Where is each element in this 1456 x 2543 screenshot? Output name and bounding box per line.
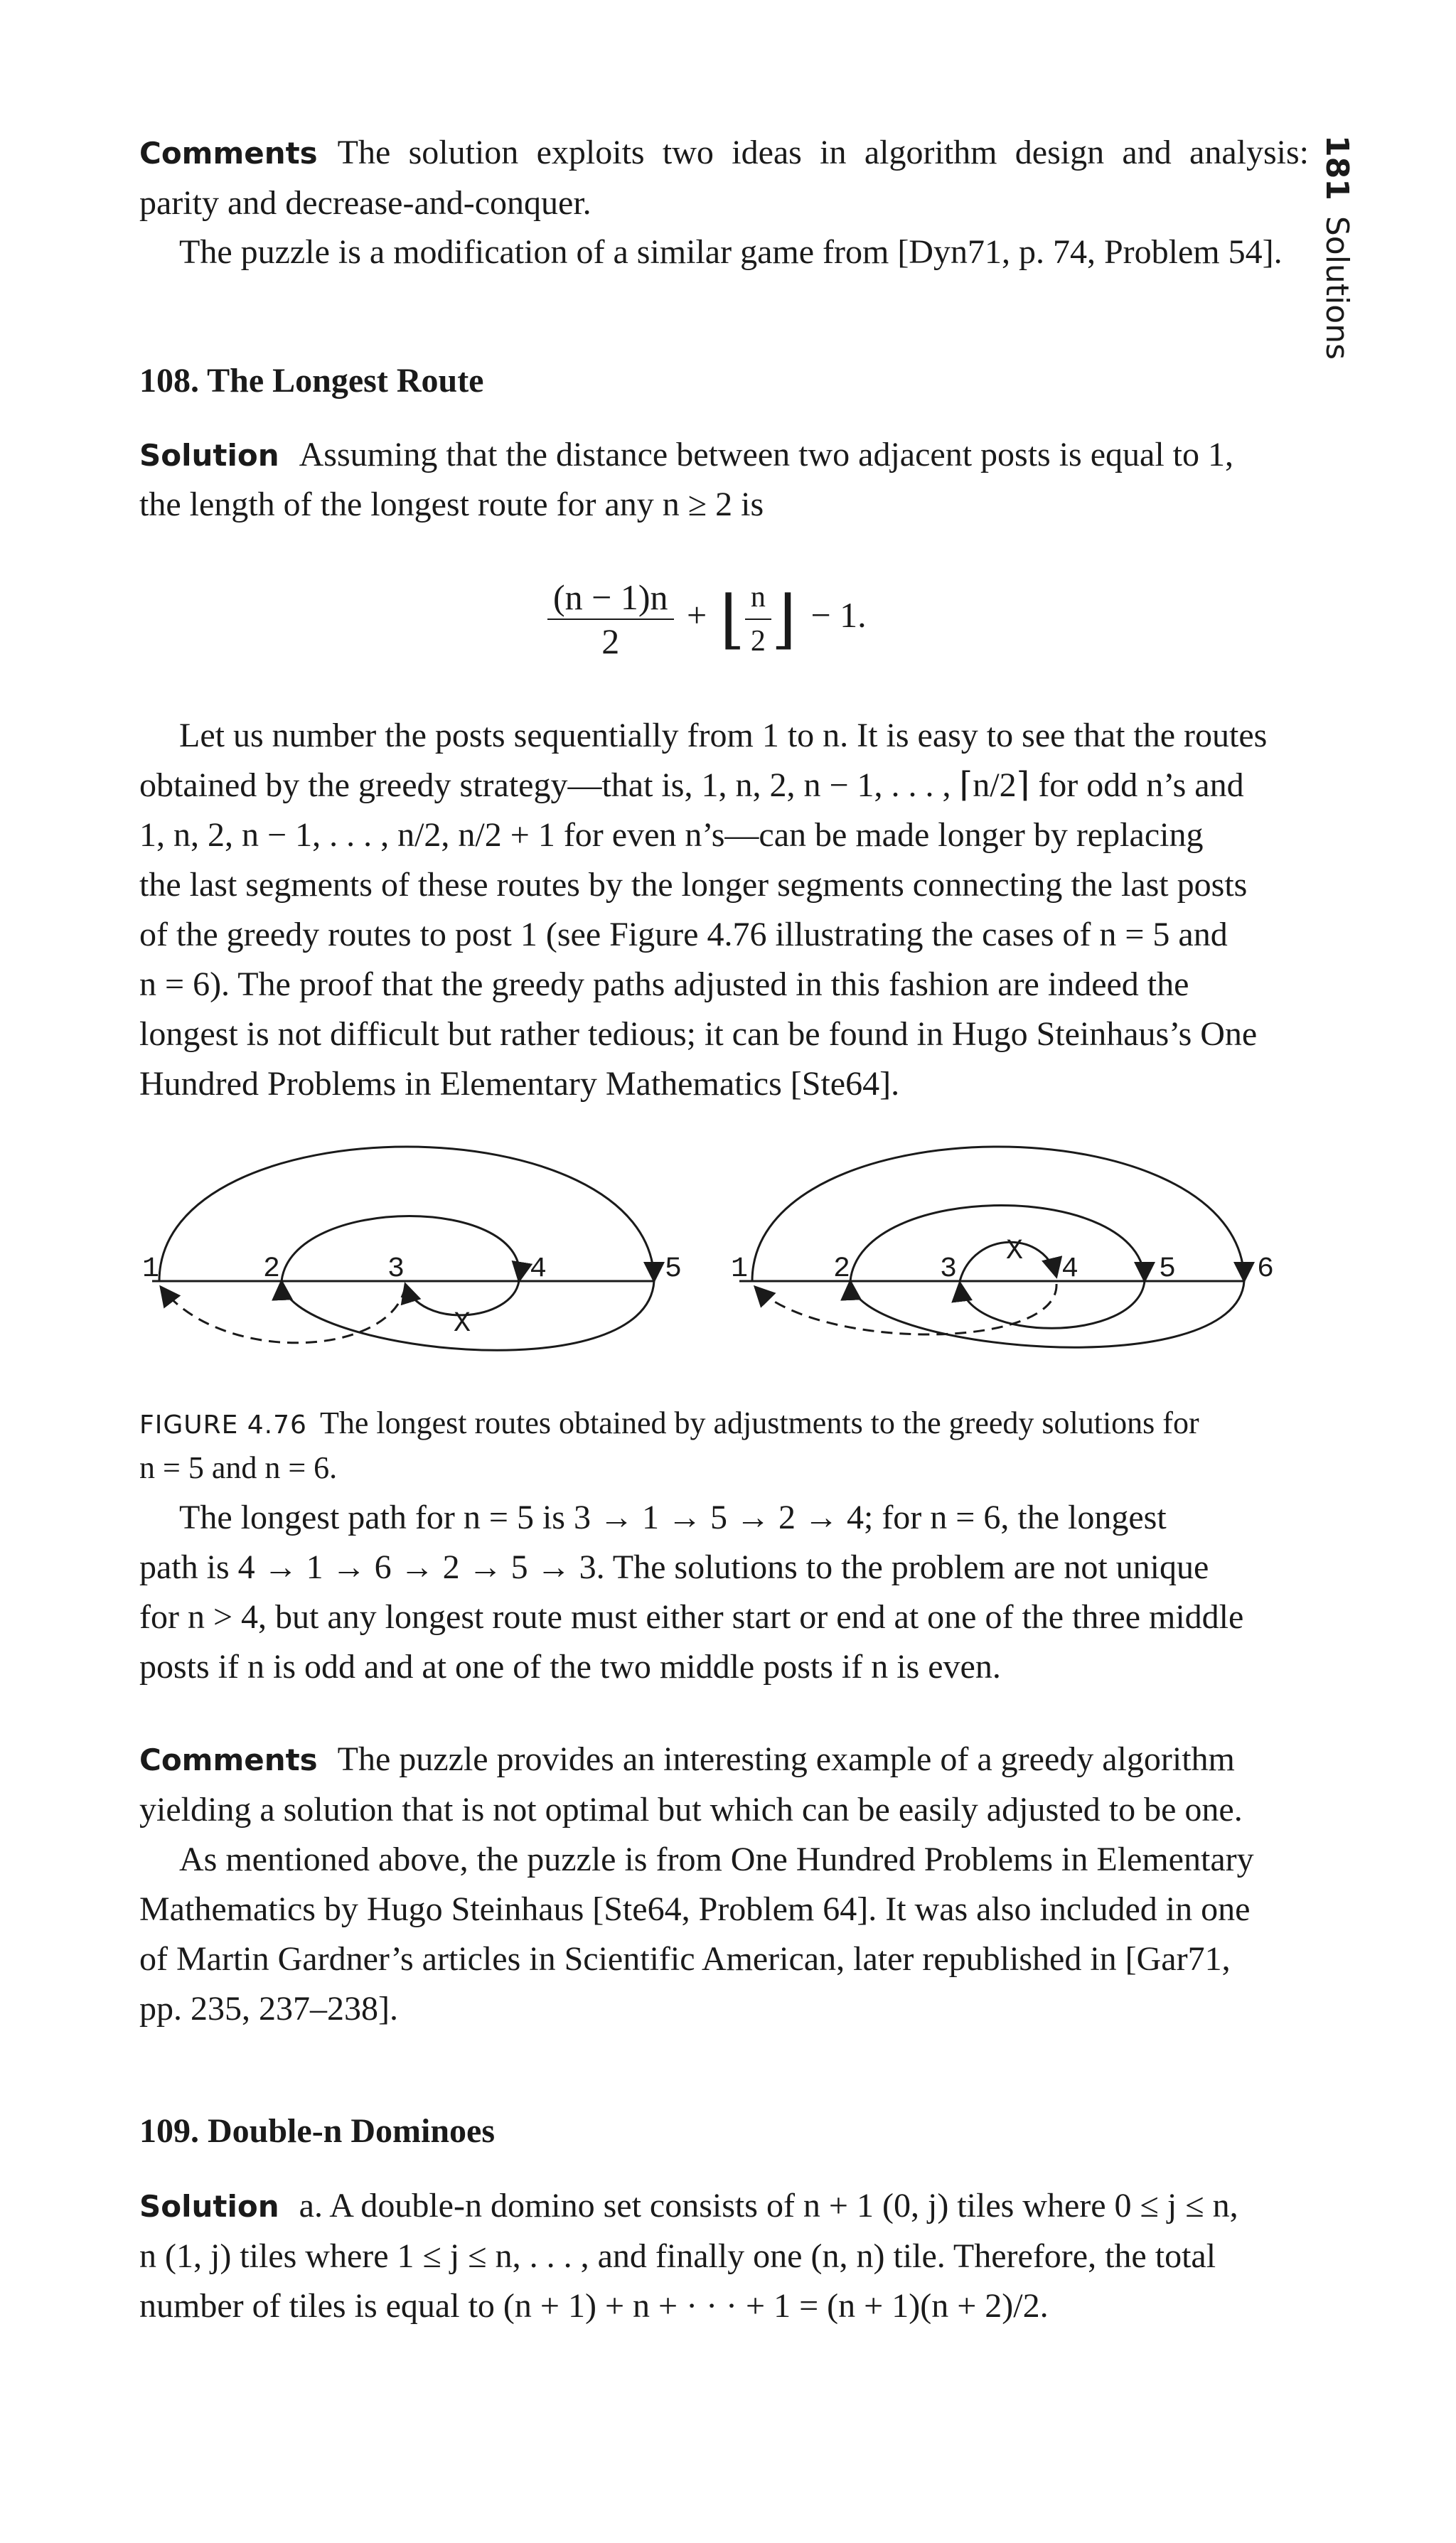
floor-denominator: 2 (750, 625, 766, 658)
problem-108-solution-line1 (139, 430, 1309, 481)
para-line: for n > 4, but any longest route must either start or end at one of the three middle (139, 1598, 1244, 1636)
post-label: 3 (940, 1253, 958, 1285)
arc-1-5 (159, 1147, 654, 1281)
formula-fraction (547, 576, 674, 663)
para-line: obtained by the greedy strategy—that is, 1, n, 2, n − 1, . . . , ⌈n/2⌉ for odd n’s and (139, 766, 1244, 804)
post-label: 4 (1061, 1253, 1079, 1285)
formula-denominator: 2 (601, 621, 620, 661)
comments-line: of Martin Gardner’s articles in Scientific American, later republished in [Gar71, (139, 1940, 1231, 1978)
arc-5-3 (960, 1281, 1145, 1328)
solution-text-1: Assuming that the distance between two adjacent posts is equal to 1, (299, 436, 1234, 473)
caption-text-2: n = 5 and n = 6. (139, 1450, 338, 1485)
problem-109-solution (139, 2181, 1309, 2331)
diagram-n5 (142, 1147, 682, 1350)
comments-line: Mathematics by Hugo Steinhaus [Ste64, Problem 64]. It was also included in one (139, 1890, 1251, 1928)
comments-line: yielding a solution that is not optimal but which can be easily adjusted to be one. (139, 1791, 1243, 1829)
figure-label: FIGURE 4.76 (139, 1410, 307, 1440)
running-head (1319, 135, 1355, 360)
post-label: 3 (387, 1253, 405, 1285)
top-comments-text: The solution exploits two ideas in algorithm design and analysis: parity and decrease-and-conquer. (139, 134, 1309, 222)
problem-109-heading: 109. Double-n Dominoes (139, 2112, 496, 2150)
top-comments-source: The puzzle is a modification of a similar game from [Dyn71, p. 74, Problem 54]. (179, 233, 1283, 271)
problem-108-comments (139, 1735, 1309, 2034)
para-line: longest is not difficult but rather tedious; it can be found in Hugo Steinhaus’s One (139, 1015, 1258, 1053)
para-line: Hundred Problems in Elementary Mathematics [Ste64]. (139, 1065, 900, 1103)
para-line: n = 6). The proof that the greedy paths adjusted in this fashion are indeed the (139, 965, 1189, 1003)
solution-line: n (1, j) tiles where 1 ≤ j ≤ n, . . . , and finally one (n, n) tile. Therefore, the total (139, 2237, 1216, 2275)
para-line: 1, n, 2, n − 1, . . . , n/2, n/2 + 1 for even n’s—can be made longer by replacing (139, 816, 1204, 854)
problem-108-paragraph-2 (139, 1493, 1309, 1692)
comments-label: Comments (139, 1742, 318, 1777)
para-line: the last segments of these routes by the longer segments connecting the last posts (139, 866, 1248, 904)
para-line: of the greedy routes to post 1 (see Figure 4.76 illustrating the cases of n = 5 and (139, 916, 1228, 953)
solution-line: number of tiles is equal to (n + 1) + n + · · · + 1 = (n + 1)(n + 2)/2. (139, 2287, 1049, 2325)
figure-caption (139, 1402, 1309, 1489)
formula-numerator: (n − 1)n (547, 576, 674, 620)
page-number: 181 (1319, 135, 1355, 200)
floor-left: ⌊ (719, 584, 745, 655)
caption-text-1: The longest routes obtained by adjustments to the greedy solutions for (319, 1406, 1199, 1440)
removed-segment-mark: X (454, 1308, 471, 1340)
post-label: 1 (142, 1253, 160, 1285)
dashed-arc-4-1 (755, 1284, 1056, 1334)
para-line: The longest path for n = 5 is 3 → 1 → 5 → 2 → 4; for n = 6, the longest (179, 1499, 1167, 1536)
figure-4-76 (135, 1116, 1315, 1393)
removed-segment-mark: X (1006, 1236, 1024, 1268)
arc-6-2 (850, 1281, 1244, 1347)
para-line: posts if n is odd and at one of the two middle posts if n is even. (139, 1648, 1001, 1686)
floor-right: ⌋ (771, 584, 796, 655)
solution-label: Solution (139, 2189, 279, 2224)
floor-numerator: n (745, 576, 771, 620)
problem-108-heading: 108. The Longest Route (139, 362, 484, 400)
post-label: 5 (665, 1253, 682, 1285)
formula-plus: + (687, 595, 707, 636)
comments-line: The puzzle provides an interesting example of a greedy algorithm (337, 1740, 1235, 1778)
comments-line: As mentioned above, the puzzle is from One Hundred Problems in Elementary (179, 1841, 1254, 1878)
longest-route-formula (547, 576, 867, 663)
problem-108-paragraph (139, 711, 1309, 1109)
para-line: Let us number the posts sequentially from 1 to n. It is easy to see that the routes (179, 717, 1268, 754)
formula-tail: − 1. (810, 595, 867, 636)
comments-line: pp. 235, 237–238]. (139, 1990, 398, 2028)
para-line: path is 4 → 1 → 6 → 2 → 5 → 3. The solutions to the problem are not unique (139, 1548, 1209, 1586)
comments-label: Comments (139, 136, 318, 171)
floor-fraction (745, 576, 771, 663)
solution-label: Solution (139, 438, 279, 473)
post-label: 4 (530, 1253, 547, 1285)
post-label: 1 (731, 1253, 749, 1285)
section-name: Solutions (1319, 215, 1355, 360)
problem-108-solution-line2: the length of the longest route for any n ≥ 2 is (139, 486, 764, 523)
post-label: 5 (1159, 1253, 1177, 1285)
post-label: 2 (263, 1253, 281, 1285)
diagram-n6 (731, 1147, 1274, 1347)
solution-line: a. A double-n domino set consists of n + 1 (0, j) tiles where 0 ≤ j ≤ n, (299, 2187, 1238, 2225)
post-label: 6 (1257, 1253, 1275, 1285)
post-label: 2 (833, 1253, 851, 1285)
top-comments-paragraph (139, 128, 1309, 228)
